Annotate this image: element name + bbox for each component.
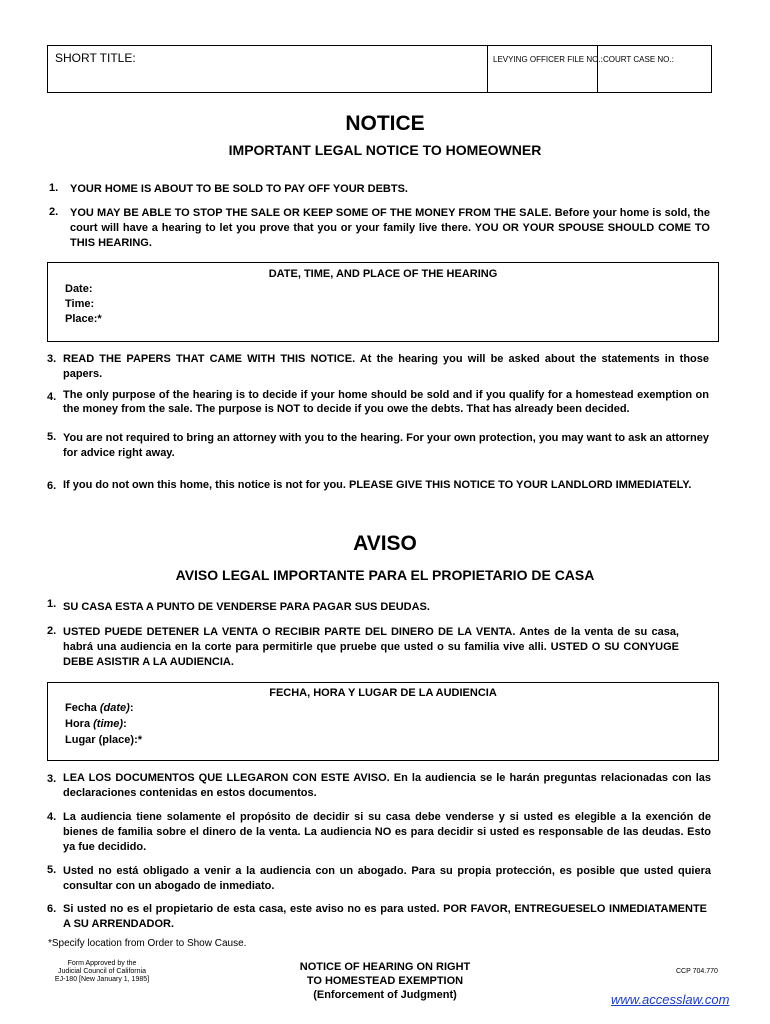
form-approval-block	[22, 960, 182, 984]
item-number: 5.	[47, 864, 57, 876]
form-title-line: TO HOMESTEAD EXEMPTION	[306, 975, 464, 987]
form-title-line: NOTICE OF HEARING ON RIGHT	[299, 961, 471, 973]
fecha-label: Fecha (date):	[65, 702, 134, 714]
aviso-item-6: Si usted no es el propietario de esta casa, este aviso no es para usted. POR FAVOR, ENTREGUESELO INMEDIATAMENTE A SU ARRENDADOR.	[63, 903, 707, 930]
audiencia-details-box	[47, 682, 719, 761]
item-number: 1.	[47, 598, 57, 610]
item-number: 6.	[47, 903, 57, 915]
notice-subtitle: IMPORTANT LEGAL NOTICE TO HOMEOWNER	[228, 142, 542, 158]
notice-title: NOTICE	[345, 112, 425, 135]
notice-item-6: If you do not own this home, this notice is not for you. PLEASE GIVE THIS NOTICE TO YOUR LANDLORD IMMEDIATELY.	[63, 479, 692, 491]
caption-box	[47, 45, 712, 93]
item-number: 6.	[47, 480, 57, 492]
notice-item-3: READ THE PAPERS THAT CAME WITH THIS NOTICE. At the hearing you will be asked about the statements in those papers.	[63, 353, 709, 380]
hearing-date-label: Date:	[65, 283, 93, 295]
item-number: 4.	[47, 391, 57, 403]
item-number: 2.	[47, 625, 57, 637]
form-title-line: (Enforcement of Judgment)	[313, 989, 457, 1001]
statute-code: CCP 704.770	[676, 968, 718, 975]
item-number: 4.	[47, 811, 57, 823]
aviso-item-2: USTED PUEDE DETENER LA VENTA O RECIBIR PARTE DEL DINERO DE LA VENTA. Antes de la venta de su casa, habrá una audiencia en la corte para permitirle que pruebe que usted o su familia vive alli. USTED O SU CONYUGE DEBE ASISTIR A LA AUDIENCIA.	[63, 626, 679, 668]
aviso-subtitle: AVISO LEGAL IMPORTANTE PARA EL PROPIETARIO DE CASA	[175, 567, 595, 583]
hearing-time-label: Time:	[65, 298, 95, 310]
aviso-item-5: Usted no está obligado a venir a la audiencia con un abogado. Para su propia protección, es posible que usted quiera consultar con un abogado de inmediato.	[63, 865, 711, 892]
notice-item-2: YOU MAY BE ABLE TO STOP THE SALE OR KEEP SOME OF THE MONEY FROM THE SALE. Before your home is sold, the court will have a hearing to let you prove that you or your family live there. YOU OR YOUR SPOUSE SHOULD COME TO THIS HEARING.	[70, 207, 710, 249]
hora-label: Hora (time):	[65, 718, 127, 730]
short-title-label: SHORT TITLE:	[55, 51, 136, 65]
item-number: 3.	[47, 773, 57, 785]
levying-officer-label: LEVYING OFFICER FILE NO.:	[493, 55, 603, 64]
court-case-label: COURT CASE NO.:	[603, 55, 674, 64]
form-title-block	[240, 960, 530, 1002]
hearing-details-box	[47, 262, 719, 342]
notice-item-4: The only purpose of the hearing is to decide if your home should be sold and if you qualify for a homestead exemption on the money from the sale. The purpose is NOT to decide if you owe the debts. That has already been decided.	[63, 389, 709, 415]
item-number: 2.	[49, 206, 59, 218]
item-number: 3.	[47, 353, 57, 365]
hearing-box-heading: DATE, TIME, AND PLACE OF THE HEARING	[268, 268, 498, 280]
hearing-place-label: Place:*	[65, 313, 102, 325]
fecha-translation: (date)	[99, 702, 130, 714]
hora-translation: (time)	[93, 718, 124, 730]
item-number: 1.	[49, 182, 59, 194]
location-footnote: *Specify location from Order to Show Cause.	[48, 938, 247, 949]
caption-divider	[487, 46, 488, 92]
website-link[interactable]: www.accesslaw.com	[611, 992, 730, 1007]
lugar-label: Lugar (place):*	[65, 734, 143, 746]
audiencia-box-heading: FECHA, HORA Y LUGAR DE LA AUDIENCIA	[269, 687, 497, 699]
notice-item-5: You are not required to bring an attorney with you to the hearing. For your own protection, you may want to ask an attorney for advice right away.	[63, 432, 709, 459]
form-approval-line: Form Approved by the	[67, 960, 137, 967]
notice-item-1: YOUR HOME IS ABOUT TO BE SOLD TO PAY OFF YOUR DEBTS.	[70, 183, 408, 195]
aviso-title: AVISO	[353, 532, 417, 555]
form-approval-line: Judicial Council of California	[58, 968, 146, 975]
caption-divider	[597, 46, 598, 92]
aviso-item-3: LEA LOS DOCUMENTOS QUE LLEGARON CON ESTE AVISO. En la audiencia se le harán preguntas relacionadas con las declaraciones contenidas en estos documentos.	[63, 772, 711, 799]
aviso-item-1: SU CASA ESTA A PUNTO DE VENDERSE PARA PAGAR SUS DEUDAS.	[63, 601, 430, 613]
form-number: EJ-180 [New January 1, 1985]	[54, 976, 150, 983]
aviso-item-4: La audiencia tiene solamente el propósito de decidir si su casa debe venderse y si usted es elegible a la exención de bienes de familia sobre el dinero de la venta. La audiencia NO es para decidir si usted es responsable de las deudas. Esto ya fue decidido.	[63, 811, 711, 853]
item-number: 5.	[47, 431, 57, 443]
